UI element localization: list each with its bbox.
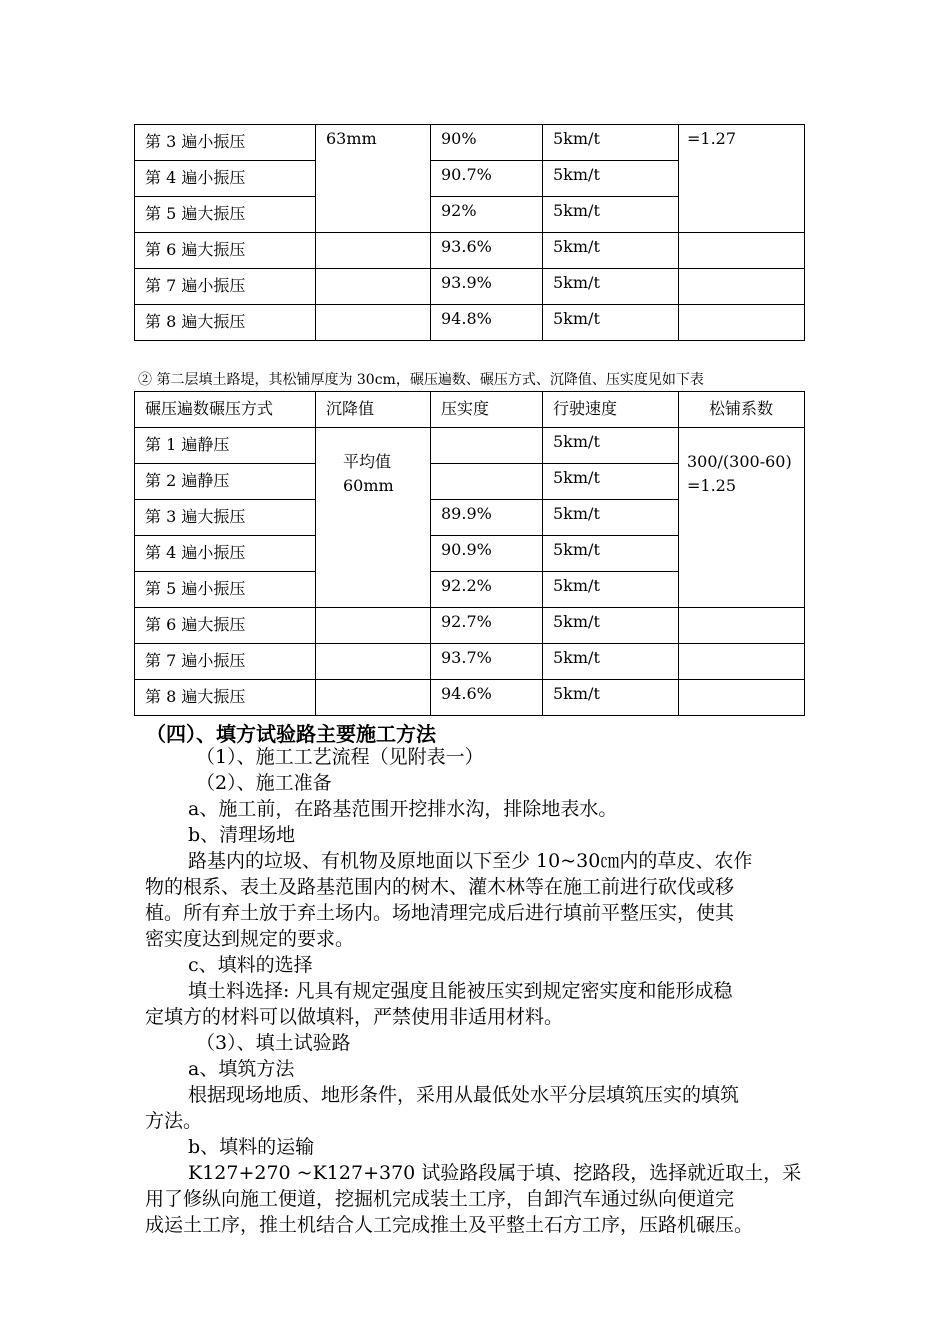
speed-cell: 5km/t <box>543 608 679 644</box>
paragraph-line: 密实度达到规定的要求。 <box>145 928 355 950</box>
paragraph-line: 植。所有弃土放于弃土场内。场地清理完成后进行填前平整压实，使其 <box>145 902 735 924</box>
speed-cell: 5km/t <box>543 269 679 305</box>
speed-cell: 5km/t <box>543 464 679 500</box>
pass-cell: 第 5 遍大振压 <box>135 197 316 233</box>
compaction-cell: 93.7% <box>431 644 543 680</box>
paragraph-line: （3）、填土试验路 <box>196 1032 351 1054</box>
paragraph-line: K127+270 ~K127+370 试验路段属于填、挖路段，选择就近取土，采 <box>188 1162 802 1184</box>
coef-cell <box>679 233 805 269</box>
compaction-table-layer1 <box>134 124 805 341</box>
settle-cell <box>316 644 431 680</box>
coef-cell <box>679 305 805 341</box>
paragraph-line: 填土料选择: 凡具有规定强度且能被压实到规定密实度和能形成稳 <box>188 980 733 1002</box>
compaction-cell: 90.7% <box>431 161 543 197</box>
settle-cell <box>316 305 431 341</box>
paragraph-line: 用了修纵向施工便道，挖掘机完成装土工序，自卸汽车通过纵向便道完 <box>145 1188 735 1210</box>
column-header: 行驶速度 <box>543 392 679 428</box>
speed-cell: 5km/t <box>543 233 679 269</box>
column-header: 碾压遍数碾压方式 <box>135 392 316 428</box>
compaction-cell <box>431 464 543 500</box>
paragraph-line: a、填筑方法 <box>188 1058 295 1080</box>
settle-cell <box>316 608 431 644</box>
column-header: 沉降值 <box>316 392 431 428</box>
compaction-table-layer2 <box>134 391 805 716</box>
compaction-cell: 92% <box>431 197 543 233</box>
table-row <box>135 125 805 161</box>
speed-cell: 5km/t <box>543 500 679 536</box>
table-row <box>135 680 805 716</box>
pass-cell: 第 4 遍小振压 <box>135 161 316 197</box>
pass-cell: 第 4 遍小振压 <box>135 536 316 572</box>
coef-cell <box>679 608 805 644</box>
paragraph-line: c、填料的选择 <box>188 954 313 976</box>
paragraph-line: （2）、施工准备 <box>196 772 332 794</box>
speed-cell: 5km/t <box>543 536 679 572</box>
pass-cell: 第 7 遍小振压 <box>135 269 316 305</box>
speed-cell: 5km/t <box>543 572 679 608</box>
compaction-cell: 93.9% <box>431 269 543 305</box>
table-row <box>135 233 805 269</box>
settle-cell <box>316 233 431 269</box>
column-header: 松铺系数 <box>679 392 805 428</box>
pass-cell: 第 3 遍小振压 <box>135 125 316 161</box>
pass-cell: 第 6 遍大振压 <box>135 608 316 644</box>
compaction-cell: 94.6% <box>431 680 543 716</box>
table-caption: ② 第二层填土路堤，其松铺厚度为 30cm，碾压遍数、碾压方式、沉降值、压实度见如下表 <box>138 372 704 388</box>
pass-cell: 第 8 遍大振压 <box>135 680 316 716</box>
settle-label: 平均值 <box>343 452 392 471</box>
table-row <box>135 644 805 680</box>
table-row <box>135 428 805 464</box>
table-row <box>135 608 805 644</box>
paragraph-line: b、清理场地 <box>188 824 296 846</box>
pass-cell: 第 6 遍大振压 <box>135 233 316 269</box>
settle-value: 60mm <box>343 476 394 495</box>
settle-cell <box>316 269 431 305</box>
paragraph-line: a、施工前，在路基范围开挖排水沟，排除地表水。 <box>188 798 618 820</box>
paragraph-line: （1）、施工工艺流程（见附表一） <box>196 746 484 768</box>
coef-cell: =1.27 <box>679 125 805 233</box>
speed-cell: 5km/t <box>543 161 679 197</box>
column-header: 压实度 <box>431 392 543 428</box>
pass-cell: 第 7 遍小振压 <box>135 644 316 680</box>
speed-cell: 5km/t <box>543 125 679 161</box>
speed-cell: 5km/t <box>543 428 679 464</box>
paragraph-line: 方法。 <box>145 1110 203 1132</box>
paragraph-line: 物的根系、表土及路基范围内的树木、灌木林等在施工前进行砍伐或移 <box>145 876 735 898</box>
pass-cell: 第 8 遍大振压 <box>135 305 316 341</box>
coef-value: =1.25 <box>687 476 737 495</box>
speed-cell: 5km/t <box>543 644 679 680</box>
speed-cell: 5km/t <box>543 305 679 341</box>
settle-cell: 63mm <box>316 125 431 233</box>
settle-cell <box>316 680 431 716</box>
speed-cell: 5km/t <box>543 197 679 233</box>
table-row <box>135 269 805 305</box>
paragraph-line: b、填料的运输 <box>188 1136 315 1158</box>
compaction-cell: 93.6% <box>431 233 543 269</box>
table-header-row <box>135 392 805 428</box>
pass-cell: 第 2 遍静压 <box>135 464 316 500</box>
compaction-cell: 89.9% <box>431 500 543 536</box>
table-row <box>135 305 805 341</box>
coef-formula: 300/(300-60) <box>687 452 792 471</box>
compaction-cell: 90.9% <box>431 536 543 572</box>
coef-cell <box>679 644 805 680</box>
paragraph-line: 路基内的垃圾、有机物及原地面以下至少 10~30㎝内的草皮、农作 <box>188 850 753 872</box>
pass-cell: 第 3 遍大振压 <box>135 500 316 536</box>
pass-cell: 第 5 遍小振压 <box>135 572 316 608</box>
paragraph-line: 根据现场地质、地形条件，采用从最低处水平分层填筑压实的填筑 <box>188 1084 740 1106</box>
settle-cell <box>316 428 431 608</box>
pass-cell: 第 1 遍静压 <box>135 428 316 464</box>
compaction-cell: 92.7% <box>431 608 543 644</box>
compaction-cell: 92.2% <box>431 572 543 608</box>
compaction-cell: 90% <box>431 125 543 161</box>
compaction-cell: 94.8% <box>431 305 543 341</box>
coef-cell <box>679 269 805 305</box>
compaction-cell <box>431 428 543 464</box>
section-heading: （四）、填方试验路主要施工方法 <box>146 722 436 746</box>
paragraph-line: 成运土工序，推土机结合人工完成推土及平整土石方工序，压路机碾压。 <box>145 1214 754 1236</box>
coef-cell <box>679 680 805 716</box>
paragraph-line: 定填方的材料可以做填料，严禁使用非适用材料。 <box>145 1006 564 1028</box>
coef-cell <box>679 428 805 608</box>
speed-cell: 5km/t <box>543 680 679 716</box>
